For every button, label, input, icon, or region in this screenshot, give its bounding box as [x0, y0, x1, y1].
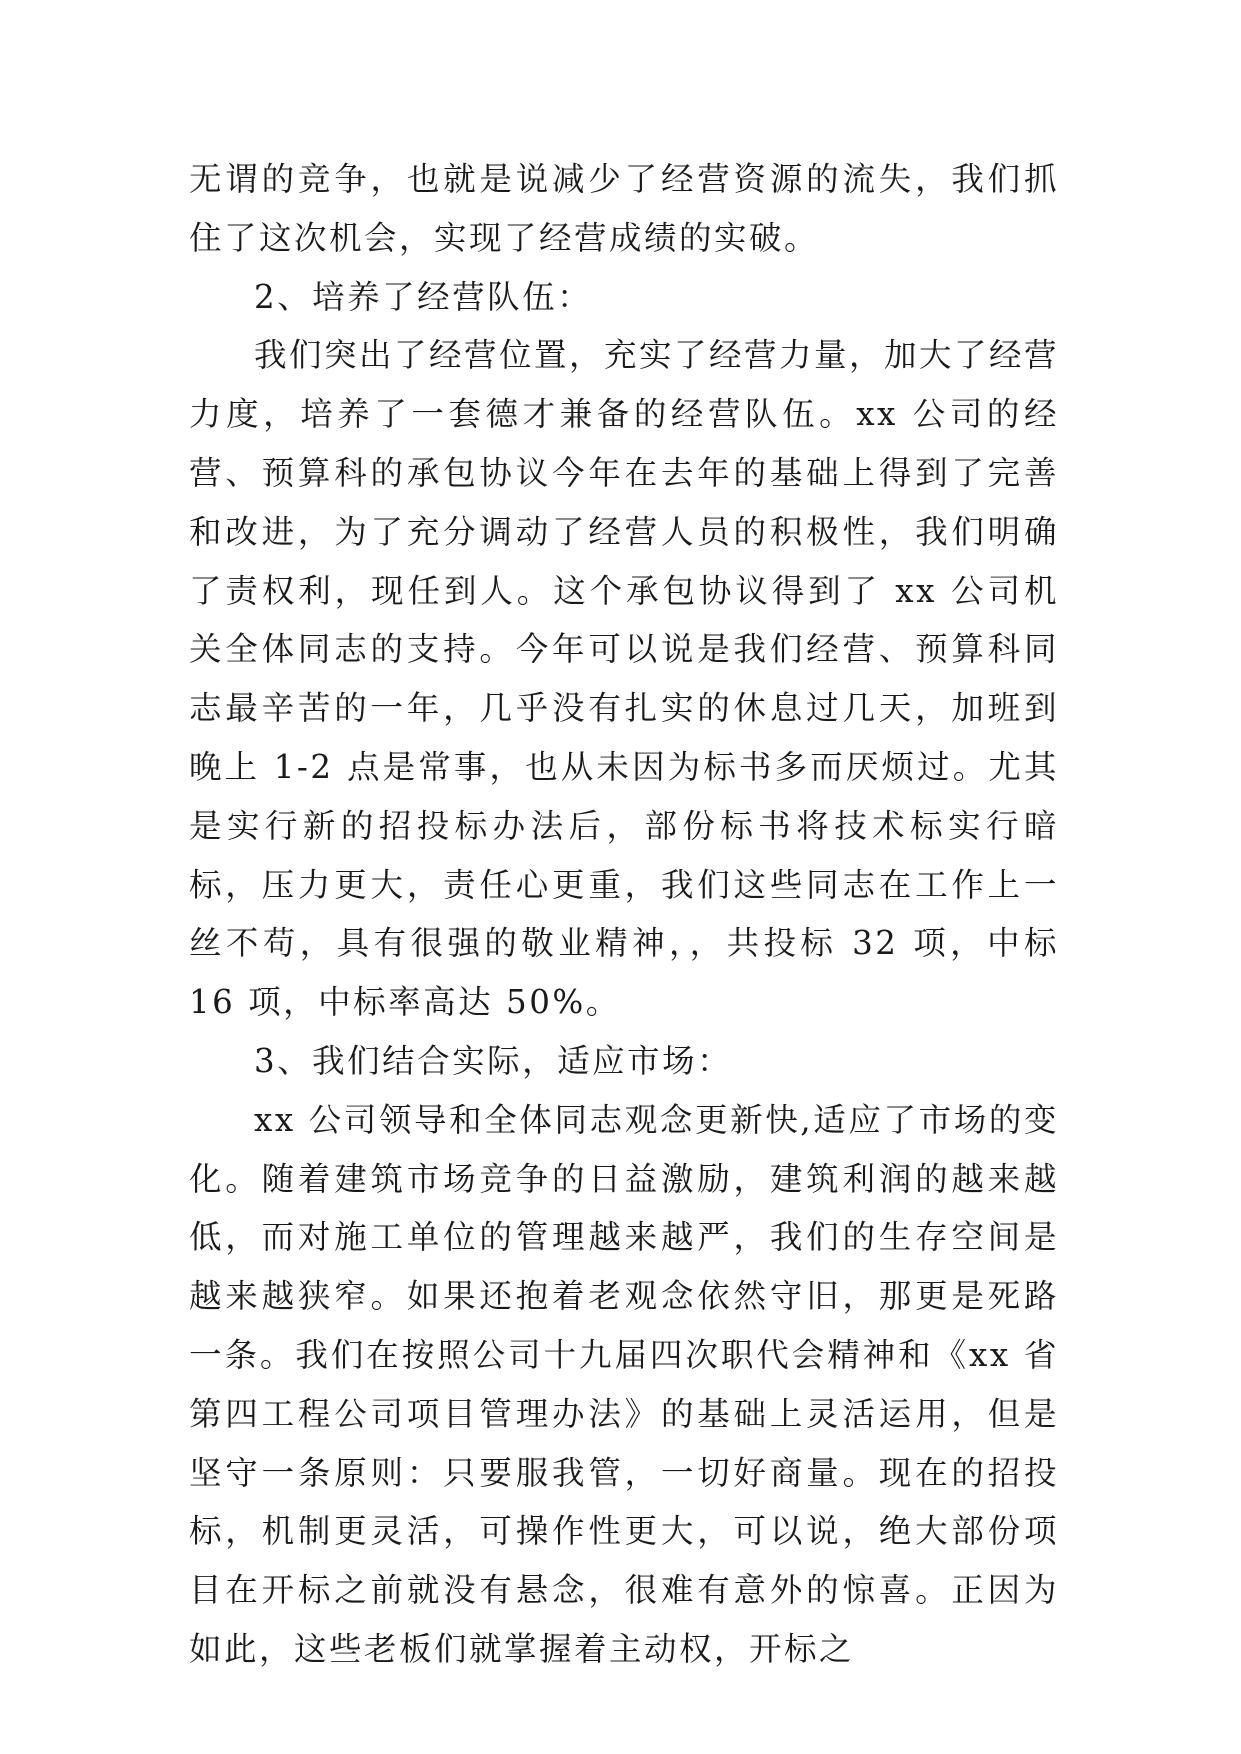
paragraph-heading-3: 3、我们结合实际，适应市场：: [254, 1041, 733, 1080]
paragraph-market-adaptation: xx 公司领导和全体同志观念更新快,适应了市场的变化。随着建筑市场竞争的日益激励，建筑利润的越来越低，而对施工单位的管理越来越严，我们的生存空间是越来越狭窄。如果还抱着老观念依然守旧，那更是死路一条。我们在按照公司十九届四次职代会精神和《xx 省第四工程公司项目管理办法》的基础上灵活运用，但是坚守一条原则：只要服我管，一切好商量。现在的招投标，机制更灵活，可操作性更大，可以说，绝大部份项目在开标之前就没有悬念，很难有意外的惊喜。正因为如此，这些老板们就掌握着主动权，开标之: [189, 1100, 1059, 1668]
document-body: [189, 150, 1059, 1679]
paragraph-team-building: 我们突出了经营位置，充实了经营力量，加大了经营力度，培养了一套德才兼备的经营队伍。xx 公司的经营、预算科的承包协议今年在去年的基础上得到了完善和改进，为了充分调动了经营人员的积极性，我们明确了责权利，现任到人。这个承包协议得到了 xx 公司机关全体同志的支持。今年可以说是我们经营、预算科同志最辛苦的一年，几乎没有扎实的休息过几天，加班到晚上 1-2 点是常事，也从未因为标书多而厌烦过。尤其是实行新的招投标办法后，部份标书将技术标实行暗标，压力更大，责任心更重，我们这些同志在工作上一丝不苟，具有很强的敬业精神，，共投标 32 项，中标 16 项，中标率高达 50%。: [189, 336, 1060, 1022]
paragraph-continuation: 无谓的竞争，也就是说减少了经营资源的流失，我们抓住了这次机会，实现了经营成绩的实破。: [189, 160, 1059, 257]
paragraph-heading-2: 2、培养了经营队伍：: [254, 277, 593, 316]
